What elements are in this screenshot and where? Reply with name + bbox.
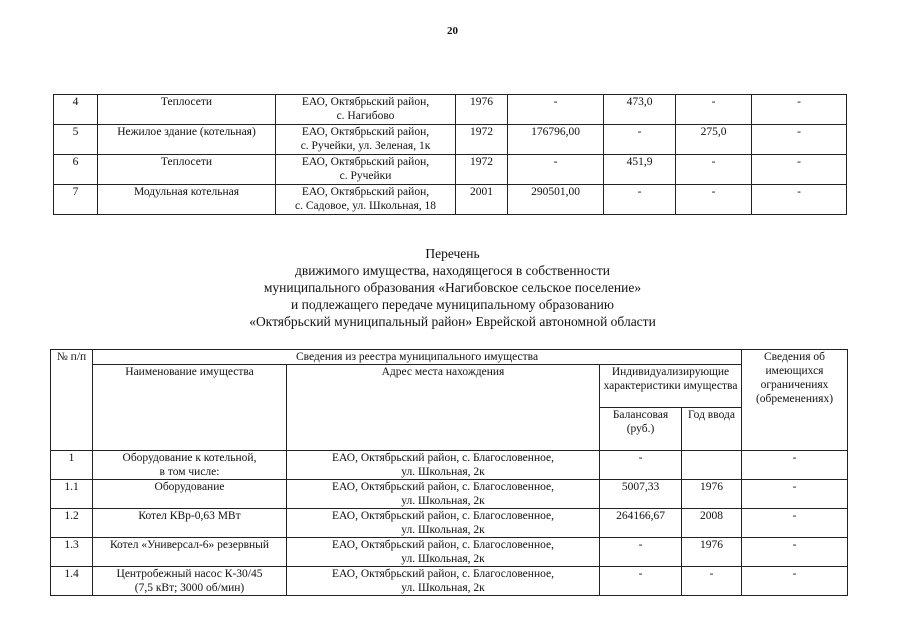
property-name: Оборудование к котельной, в том числе: <box>93 451 287 480</box>
row-number: 7 <box>54 185 98 215</box>
row-number: 5 <box>54 125 98 155</box>
caption-line: и подлежащего передаче муниципальному образованию <box>291 297 614 312</box>
property-name: Модульная котельная <box>98 185 276 215</box>
table-row <box>51 538 848 567</box>
property-restrictions: - <box>752 125 847 155</box>
property-address: ЕАО, Октябрьский район, с. Благословенное, ул. Школьная, 2к <box>287 480 600 509</box>
property-balance: - <box>600 451 682 480</box>
property-cost: - <box>508 95 604 125</box>
property-area: - <box>676 95 752 125</box>
property-year: 1972 <box>456 125 508 155</box>
property-restrictions: - <box>742 509 848 538</box>
table-row <box>54 185 847 215</box>
caption-line: муниципального образования «Нагибовское сельское поселение» <box>263 280 642 295</box>
row-number: 1.4 <box>51 567 93 596</box>
movable-property-rows <box>51 451 848 596</box>
property-year: - <box>682 567 742 596</box>
table-row <box>51 567 848 596</box>
property-name: Котел КВр-0,63 МВт <box>93 509 287 538</box>
property-length: - <box>604 185 676 215</box>
table-row <box>54 125 847 155</box>
property-name: Теплосети <box>98 95 276 125</box>
property-length: - <box>604 125 676 155</box>
table-row <box>54 155 847 185</box>
property-balance: 5007,33 <box>600 480 682 509</box>
property-balance: - <box>600 567 682 596</box>
movable-property-table <box>50 349 848 596</box>
header-year: Год ввода <box>682 408 742 451</box>
property-length: 451,9 <box>604 155 676 185</box>
property-balance: 264166,67 <box>600 509 682 538</box>
page-number: 20 <box>447 25 458 37</box>
property-address: ЕАО, Октябрьский район, с. Ручейки <box>276 155 456 185</box>
property-area: - <box>676 185 752 215</box>
property-restrictions: - <box>752 185 847 215</box>
property-address: ЕАО, Октябрьский район, с. Благословенное, ул. Школьная, 2к <box>287 509 600 538</box>
header-balance: Балансовая (руб.) <box>600 408 682 451</box>
property-address: ЕАО, Октябрьский район, с. Нагибово <box>276 95 456 125</box>
property-year: 1972 <box>456 155 508 185</box>
property-address: ЕАО, Октябрьский район, с. Благословенное, ул. Школьная, 2к <box>287 538 600 567</box>
property-cost: 290501,00 <box>508 185 604 215</box>
property-year: 2008 <box>682 509 742 538</box>
property-cost: - <box>508 155 604 185</box>
property-cost: 176796,00 <box>508 125 604 155</box>
property-restrictions: - <box>752 95 847 125</box>
header-number: № п/п <box>51 350 93 451</box>
table-row <box>51 451 848 480</box>
property-restrictions: - <box>742 480 848 509</box>
property-year <box>682 451 742 480</box>
header-address: Адрес места нахождения <box>287 365 600 451</box>
property-year: 1976 <box>682 538 742 567</box>
property-name: Котел «Универсал-6» резервный <box>93 538 287 567</box>
property-restrictions: - <box>742 567 848 596</box>
property-restrictions: - <box>742 538 848 567</box>
property-year: 2001 <box>456 185 508 215</box>
property-restrictions: - <box>742 451 848 480</box>
header-characteristics: Индивидуализирующие характеристики имущества <box>600 365 742 408</box>
property-year: 1976 <box>456 95 508 125</box>
caption-line: «Октябрьский муниципальный район» Еврейской автономной области <box>249 314 656 329</box>
header-restrictions: Сведения об имеющихся ограничениях (обременениях) <box>742 350 848 451</box>
row-number: 4 <box>54 95 98 125</box>
property-address: ЕАО, Октябрьский район, с. Садовое, ул. Школьная, 18 <box>276 185 456 215</box>
table-row <box>51 480 848 509</box>
caption-line: движимого имущества, находящегося в собственности <box>294 263 611 278</box>
header-registry: Сведения из реестра муниципального имущества <box>93 350 742 365</box>
property-length: 473,0 <box>604 95 676 125</box>
property-address: ЕАО, Октябрьский район, с. Ручейки, ул. Зеленая, 1к <box>276 125 456 155</box>
row-number: 1.3 <box>51 538 93 567</box>
row-number: 1.2 <box>51 509 93 538</box>
row-number: 1 <box>51 451 93 480</box>
movable-property-header <box>51 350 848 451</box>
row-number: 6 <box>54 155 98 185</box>
table-row <box>54 95 847 125</box>
property-name: Оборудование <box>93 480 287 509</box>
table-row <box>51 509 848 538</box>
property-address: ЕАО, Октябрьский район, с. Благословенное, ул. Школьная, 2к <box>287 451 600 480</box>
property-restrictions: - <box>752 155 847 185</box>
property-year: 1976 <box>682 480 742 509</box>
property-name: Центробежный насос К-30/45 (7,5 кВт; 3000 об/мин) <box>93 567 287 596</box>
property-address: ЕАО, Октябрьский район, с. Благословенное, ул. Школьная, 2к <box>287 567 600 596</box>
caption-title: Перечень <box>425 246 480 261</box>
list-caption <box>0 245 905 330</box>
property-name: Нежилое здание (котельная) <box>98 125 276 155</box>
row-number: 1.1 <box>51 480 93 509</box>
property-area: 275,0 <box>676 125 752 155</box>
header-name: Наименование имущества <box>93 365 287 451</box>
immovable-property-table <box>53 94 847 215</box>
property-area: - <box>676 155 752 185</box>
immovable-property-rows <box>54 95 847 215</box>
property-name: Теплосети <box>98 155 276 185</box>
property-balance: - <box>600 538 682 567</box>
